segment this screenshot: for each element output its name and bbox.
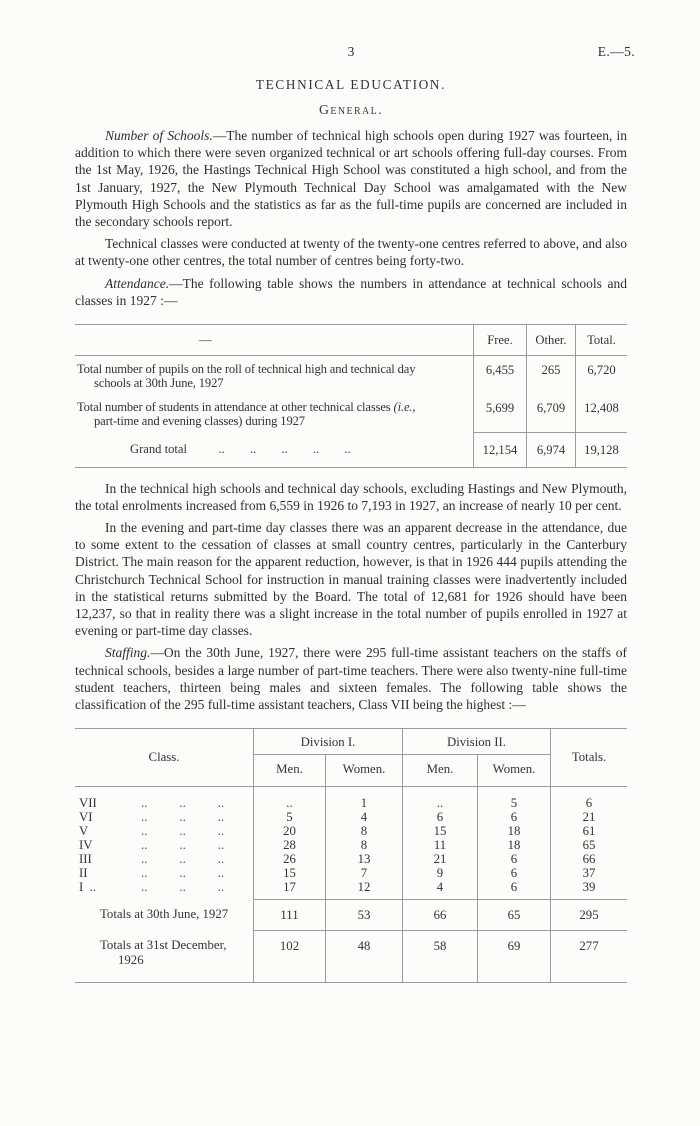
table-cell: 65 — [550, 839, 627, 853]
table-header-cell: — — [75, 325, 473, 356]
table-cell: 48 — [325, 930, 402, 982]
paragraph-attendance — [75, 275, 627, 309]
paragraph-text: —The following table shows the numbers in attendance at technical schools and classes in 1927 :— — [75, 275, 627, 308]
table-cell: 15 — [402, 825, 477, 839]
table-cell: 26 — [253, 853, 325, 867]
table-cell: 5,699 — [473, 394, 526, 432]
table-cell: 37 — [550, 867, 627, 881]
dot-leader: .. .. .. — [141, 879, 225, 894]
table-header-cell: Women. — [477, 755, 550, 787]
table-cell: 6,709 — [526, 394, 575, 432]
paragraph-text: In the evening and part-time day classes there was an apparent decrease in the attendance, due to some extent to the cessation of classes at small country centres, particularly in the Canterbury District. The main reason for the apparent reduction, however, is that in 1926 444 pupils attending the Christchurch Technical School for instruction in manual training classes were inadvertently included in the statistical returns submitted by the Board. The total of 12,681 for 1926 should have been 12,237, so that in reality there was a slight increase in the total number of pupils enrolled in 1927 at evening or part-time day classes. — [75, 520, 627, 639]
table-header-cell: Men. — [402, 755, 477, 787]
table-cell: 18 — [477, 825, 550, 839]
page-number: 3 — [347, 44, 355, 59]
table-cell: 28 — [253, 839, 325, 853]
table-row-label — [75, 356, 473, 394]
table-cell: .. — [402, 787, 477, 811]
table-header-cell: Free. — [473, 325, 526, 356]
table-cell: 6 — [402, 811, 477, 825]
paragraph-lead: Attendance. — [105, 275, 170, 291]
table-cell: 277 — [550, 930, 627, 982]
table-header-cell: Other. — [526, 325, 575, 356]
table-cell: 9 — [402, 867, 477, 881]
paragraph-text: —The number of technical high schools open during 1927 was fourteen, in addition to which there were seven organized technical or art schools offering full-day courses. From the 1st May, 1926, the Hastings Technical High School was constituted a high school, and from the 1st January, 1927, the New Plymouth Technical Day School was amalgamated with the New Plymouth High Schools and the statistics as far as the full-time pupils are concerned are included in the secondary schools report. — [75, 128, 628, 230]
dot-leader: .. .. .. — [141, 810, 225, 825]
paragraph-technical-classes — [75, 235, 627, 269]
table-header-cell: Class. — [75, 729, 253, 787]
table-cell: .. — [253, 787, 325, 811]
table-cell: 102 — [253, 930, 325, 982]
table-cell: 4 — [402, 881, 477, 899]
table-cell: 66 — [402, 899, 477, 930]
document-title: TECHNICAL EDUCATION. — [255, 77, 447, 92]
table-cell: 6,720 — [575, 356, 627, 394]
paragraph-lead: Number of Schools. — [105, 128, 213, 143]
table-cell: 65 — [477, 899, 550, 930]
section-heading: General. — [318, 102, 384, 117]
table-cell: 12,154 — [473, 432, 526, 467]
table-cell: 5 — [477, 787, 550, 811]
class-row-label: III .. .. .. — [79, 851, 225, 866]
class-row-label: VII .. .. .. — [79, 796, 225, 811]
table-cell: 11 — [402, 839, 477, 853]
table-header-cell: Women. — [325, 755, 402, 787]
dot-leader: .. .. .. — [141, 824, 225, 839]
class-row-label: II .. .. .. — [79, 865, 225, 880]
table-header-cell: Totals. — [550, 729, 627, 787]
table-cell: 8 — [325, 825, 402, 839]
paragraph-text: In the technical high schools and technical day schools, excluding Hastings and New Plymouth, the total enrolments increased from 6,559 in 1926 to 7,193 in 1927, an increase of nearly 10 per cent. — [75, 480, 627, 513]
paragraph-number-of-schools — [75, 127, 627, 230]
teacher-classification-table — [75, 728, 627, 982]
page-header — [75, 0, 635, 62]
table-cell: 111 — [253, 899, 325, 930]
dot-leader: .. .. .. — [141, 865, 225, 880]
table-cell: 6 — [550, 787, 627, 811]
table-row-label — [75, 394, 473, 432]
paragraph-enrolments — [75, 480, 627, 514]
totals-row-label: Totals at 31st December, 1926 — [100, 937, 227, 967]
table-cell: 6,974 — [526, 432, 575, 467]
dot-leader: .. .. .. — [141, 838, 225, 853]
table-cell: 20 — [253, 825, 325, 839]
table-header-cell: Division I. — [253, 729, 402, 755]
table-header-cell: Total. — [575, 325, 627, 356]
paragraph-lead: Staffing. — [105, 645, 151, 661]
table-cell: 6 — [477, 811, 550, 825]
table-cell: 39 — [550, 881, 627, 899]
table-cell: 6 — [477, 881, 550, 899]
table-cell: 21 — [550, 811, 627, 825]
attendance-table — [75, 324, 627, 468]
paragraph-text: —On the 30th June, 1927, there were 295 full-time assistant teachers on the staffs of technical schools, besides a large number of part-time teachers. There were also twenty-nine full-time student teachers, thirteen being males and sixteen females. The following table shows the classification of the 295 full-time assistant teachers, Class VII being the highest :— — [75, 645, 627, 713]
class-row-label: I .. .. .. .. — [79, 879, 225, 894]
paragraph-evening-classes — [75, 519, 627, 639]
grand-total-label: Grand total .. .. .. .. .. — [130, 441, 351, 456]
table-cell: 58 — [402, 930, 477, 982]
document-reference: E.—5. — [597, 44, 635, 59]
table-cell: 13 — [325, 853, 402, 867]
row-label-line2: schools at 30th June, 1927 — [94, 375, 224, 390]
table-cell: 69 — [477, 930, 550, 982]
table-cell: 17 — [253, 881, 325, 899]
class-row-label: IV .. .. .. — [79, 838, 225, 853]
dot-leader: .. .. .. — [141, 796, 225, 811]
class-row-label: VI .. .. .. — [79, 810, 225, 825]
table-cell: 295 — [550, 899, 627, 930]
table-cell: 1 — [325, 787, 402, 811]
table-cell: 5 — [253, 811, 325, 825]
table-cell: 53 — [325, 899, 402, 930]
totals-row-label: Totals at 30th June, 1927 — [100, 906, 229, 921]
table-cell: 7 — [325, 867, 402, 881]
table-cell: 19,128 — [575, 432, 627, 467]
table-cell: 265 — [526, 356, 575, 394]
table-cell: 21 — [402, 853, 477, 867]
table-cell: 61 — [550, 825, 627, 839]
table-cell: 6 — [477, 867, 550, 881]
row-label-line1: Total number of pupils on the roll of technical high and technical day — [77, 362, 416, 377]
table-cell: 4 — [325, 811, 402, 825]
table-cell: 12 — [325, 881, 402, 899]
row-label-line2: part-time and evening classes) during 1927 — [94, 413, 305, 428]
table-cell: 12,408 — [575, 394, 627, 432]
table-cell: 18 — [477, 839, 550, 853]
table-header-cell: Division II. — [402, 729, 550, 755]
table-cell: 66 — [550, 853, 627, 867]
row-label-line1: Total number of students in attendance at other technical classes (i.e., — [77, 399, 416, 414]
table-cell: 8 — [325, 839, 402, 853]
table-cell: 6 — [477, 853, 550, 867]
table-cell: 6,455 — [473, 356, 526, 394]
table-cell: 15 — [253, 867, 325, 881]
class-row-label: V .. .. .. — [79, 824, 225, 839]
table-header-cell: Men. — [253, 755, 325, 787]
dot-leader: .. .. .. — [141, 851, 225, 866]
paragraph-staffing — [75, 644, 627, 713]
paragraph-text: Technical classes were conducted at twenty of the twenty-one centres referred to above, and also at twenty-one other centres, the total number of centres being forty-two. — [75, 236, 627, 269]
